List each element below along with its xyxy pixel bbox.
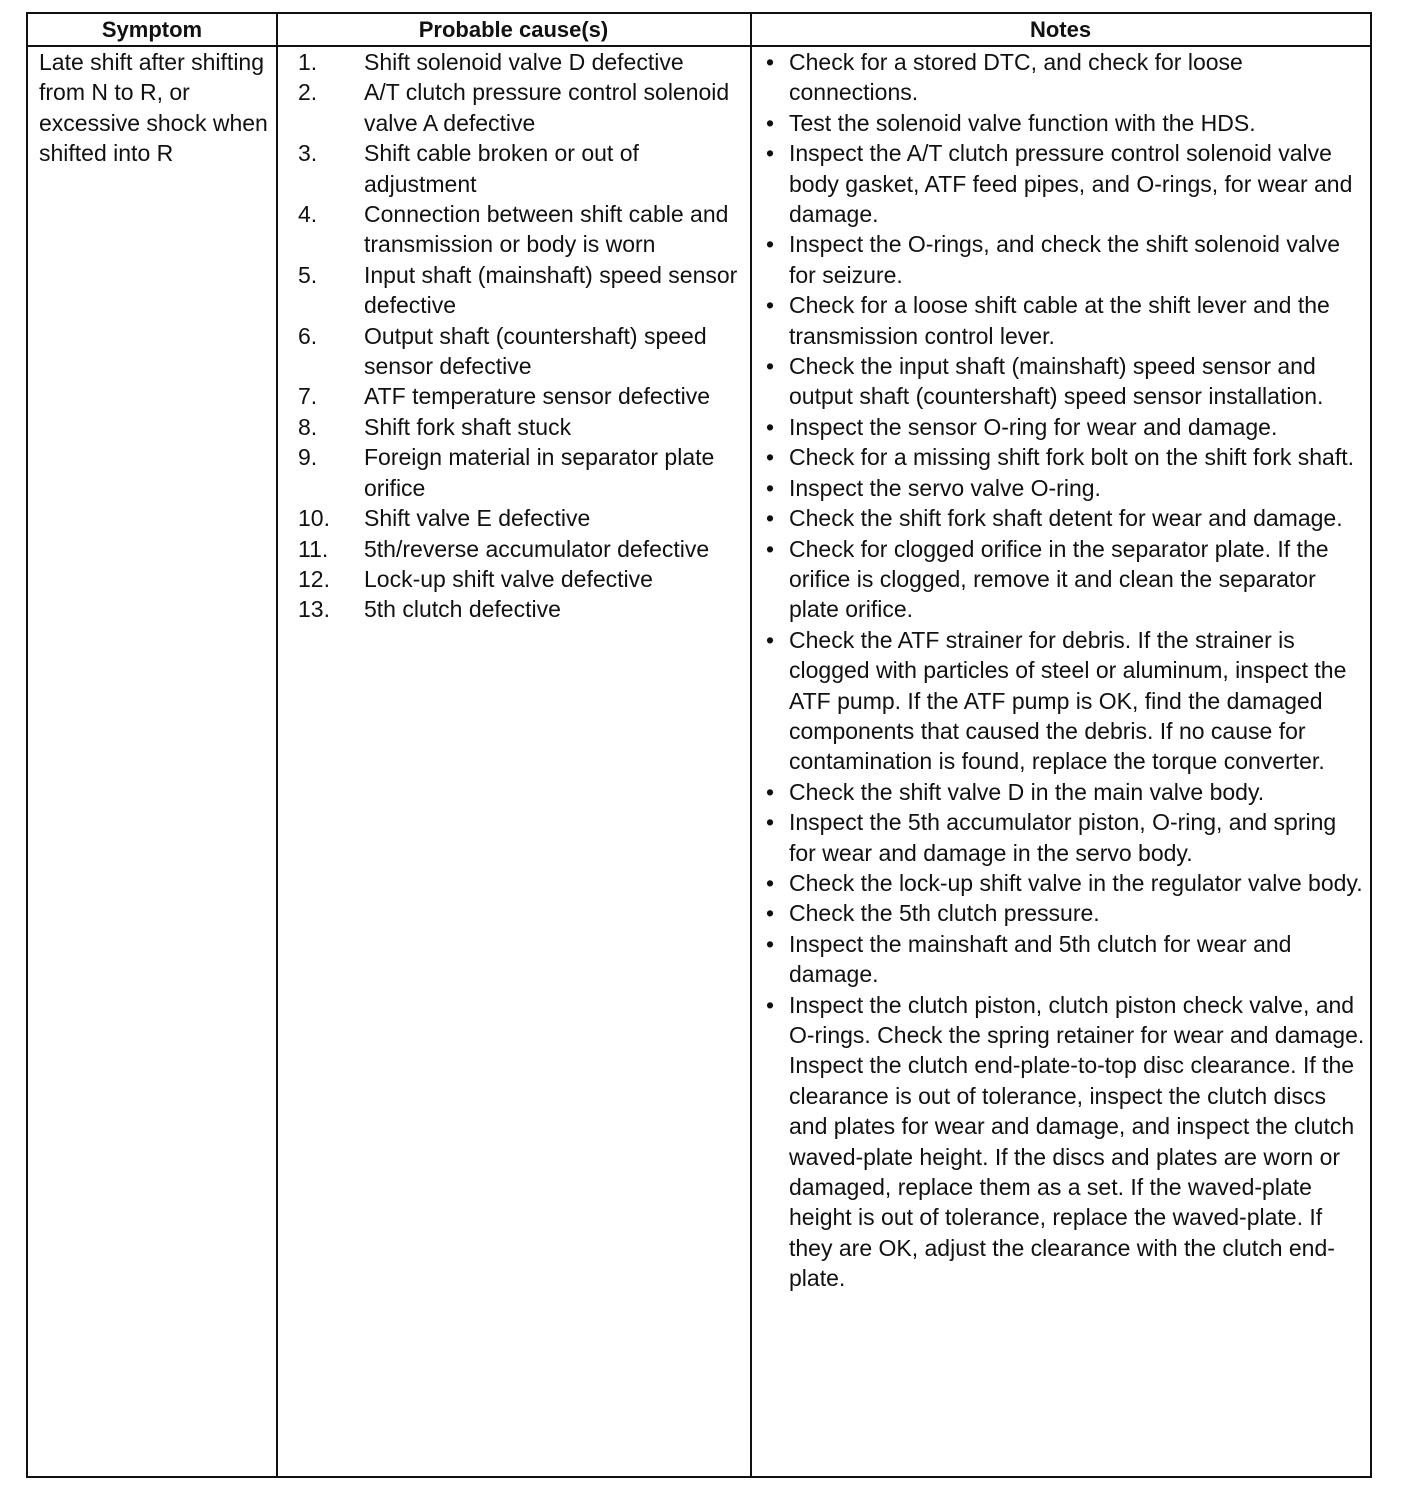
cause-number: 7. [298,383,318,410]
note-item [764,108,1368,138]
note-text: Inspect the O-rings, and check the shift solenoid valve for seizure. [789,231,1341,288]
cause-item [278,47,748,77]
bullet-icon: • [766,140,775,167]
cause-number: 4. [298,201,318,228]
cause-number: 12. [298,565,330,592]
bullet-icon: • [766,930,775,957]
cause-item [278,77,748,138]
note-item [764,138,1368,229]
note-item [764,290,1368,351]
note-item [764,990,1368,1294]
note-text: Inspect the A/T clutch pressure control solenoid valve body gasket, ATF feed pipes, and O-rings, for wear and damage. [789,140,1353,228]
note-item [764,868,1368,898]
note-text: Test the solenoid valve function with the HDS. [789,109,1256,136]
note-text: Inspect the sensor O-ring for wear and damage. [789,413,1278,440]
header-notes: Notes [1029,17,1092,42]
cause-number: 5. [298,261,318,288]
bullet-icon: • [766,900,775,927]
note-item [764,807,1368,868]
cause-item [278,138,748,199]
cause-text: A/T clutch pressure control solenoid valve A defective [364,79,730,136]
note-item [764,229,1368,290]
note-text: Check the shift fork shaft detent for wear and damage. [789,505,1343,532]
cause-item [278,503,748,533]
note-item [764,351,1368,412]
cause-number: 3. [298,140,318,167]
cause-item [278,260,748,321]
bullet-icon: • [766,292,775,319]
bullet-icon: • [766,109,775,136]
cause-text: Shift valve E defective [364,505,591,532]
note-text: Check the input shaft (mainshaft) speed sensor and output shaft (countershaft) speed sensor installation. [789,353,1324,410]
note-item [764,47,1368,108]
note-item [764,625,1368,777]
note-text: Check the 5th clutch pressure. [789,900,1100,927]
bullet-icon: • [766,413,775,440]
cause-number: 9. [298,444,318,471]
bullet-icon: • [766,991,775,1018]
note-text: Check for a loose shift cable at the shift lever and the transmission control lever. [789,292,1330,349]
bullet-icon: • [766,535,775,562]
note-item [764,473,1368,503]
cause-item [278,564,748,594]
note-text: Inspect the mainshaft and 5th clutch for wear and damage. [789,930,1292,988]
cause-number: 11. [298,535,329,562]
note-item [764,898,1368,928]
note-text: Check for a missing shift fork bolt on the shift fork shaft. [789,444,1355,471]
cause-text: 5th/reverse accumulator defective [364,535,710,562]
cause-item [278,199,748,260]
cause-item [278,442,748,503]
bullet-icon: • [766,49,775,75]
note-item [764,534,1368,625]
note-text: Check for a stored DTC, and check for loose connections. [789,49,1243,106]
cause-number: 2. [298,79,318,106]
bullet-icon: • [766,505,775,532]
cause-item [278,594,748,624]
header-probable-causes: Probable cause(s) [418,17,609,42]
note-item [764,777,1368,807]
note-item [764,412,1368,442]
bullet-icon: • [766,809,775,836]
cause-text: Input shaft (mainshaft) speed sensor defective [364,261,738,319]
note-text: Check the shift valve D in the main valve body. [789,778,1265,805]
note-text: Check the lock-up shift valve in the regulator valve body. [789,869,1363,896]
bullet-icon: • [766,778,775,805]
bullet-icon: • [766,444,775,471]
cause-text: ATF temperature sensor defective [364,383,710,410]
cause-item [278,321,748,382]
bullet-icon: • [766,626,775,653]
cause-item [278,412,748,442]
note-text: Inspect the servo valve O-ring. [789,474,1101,501]
note-text: Inspect the clutch piston, clutch piston check valve, and O-rings. Check the spring retainer for wear and damage. Inspect the clutch end-plate-to-top disc clearance. If the clearance is out of tolerance, inspect the clutch discs and plates for wear and damage, and inspect the clutch waved-plate height. If the discs and plates are worn or damaged, replace them as a set. If the waved-plate height is out of tolerance, replace the waved-plate. If they are OK, adjust the clearance with the clutch end-plate. [789,991,1365,1292]
symptom-text: Late shift after shifting from N to R, or excessive shock when shifted into R [39,49,268,167]
cause-text: Shift fork shaft stuck [364,413,572,440]
note-item [764,503,1368,533]
note-text: Check for clogged orifice in the separator plate. If the orifice is clogged, remove it and clean the separator plate orifice. [789,535,1329,623]
bullet-icon: • [766,869,775,896]
troubleshooting-table [26,12,1372,1478]
bullet-icon: • [766,353,775,380]
column-divider [750,14,752,1476]
cause-text: Output shaft (countershaft) speed sensor defective [364,322,707,380]
cause-text: Foreign material in separator plate orifice [364,444,715,501]
notes-list [764,47,1368,1294]
cause-number: 13. [298,596,330,623]
bullet-icon: • [766,474,775,501]
note-item [764,442,1368,472]
cause-text: Connection between shift cable and transmission or body is worn [364,201,729,258]
note-text: Inspect the 5th accumulator piston, O-ring, and spring for wear and damage in the servo body. [789,809,1337,866]
header-symptom: Symptom [101,17,203,42]
cause-number: 8. [298,413,318,440]
cause-text: 5th clutch defective [364,596,561,623]
cause-item [278,534,748,564]
cause-text: Lock-up shift valve defective [364,565,653,592]
cause-number: 10. [298,505,330,532]
cause-item [278,381,748,411]
cause-number: 1. [298,49,318,75]
bullet-icon: • [766,231,775,258]
cause-number: 6. [298,322,318,349]
cause-text: Shift cable broken or out of adjustment [364,140,639,197]
cause-text: Shift solenoid valve D defective [364,49,684,75]
note-item [764,929,1368,990]
note-text: Check the ATF strainer for debris. If the strainer is clogged with particles of steel or aluminum, inspect the ATF pump. If the ATF pump is OK, find the damaged components that caused the debris. If no cause for contamination is found, replace the torque converter. [789,626,1347,775]
probable-causes-list [278,47,748,625]
